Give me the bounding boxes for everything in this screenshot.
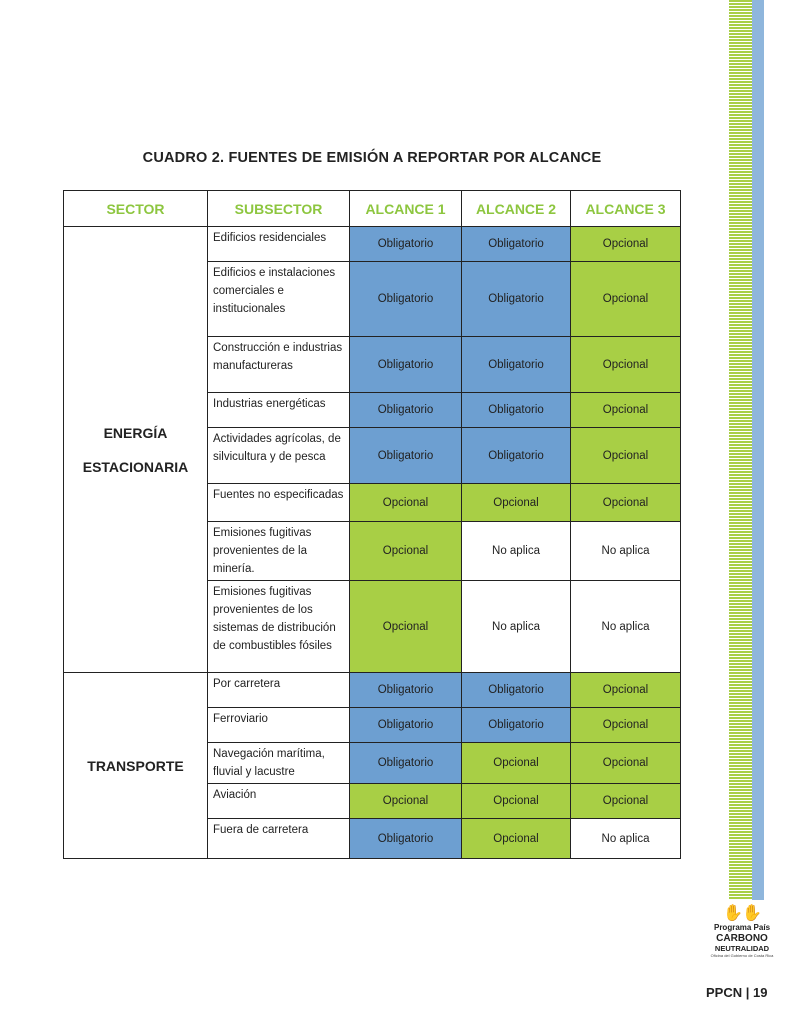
footer-label: PPCN bbox=[706, 985, 743, 1000]
table-row bbox=[64, 673, 681, 708]
header-alcance-2: ALCANCE 2 bbox=[462, 191, 571, 227]
subsector-cell: Emisiones fugitivas provenientes de los sistemas de distribución de combustibles fósiles bbox=[208, 581, 350, 673]
alcance-3-cell: Opcional bbox=[571, 743, 681, 784]
alcance-3-cell: Opcional bbox=[571, 673, 681, 708]
hands-icon: ✋✋ bbox=[723, 905, 761, 922]
alcance-2-cell: Obligatorio bbox=[462, 673, 571, 708]
page-footer bbox=[706, 985, 767, 1000]
logo-line-2: CARBONO bbox=[716, 933, 768, 944]
page-number: 19 bbox=[753, 985, 768, 1000]
alcance-2-cell: Obligatorio bbox=[462, 708, 571, 743]
logo-line-3: NEUTRALIDAD bbox=[714, 944, 770, 953]
alcance-2-cell: Opcional bbox=[462, 484, 571, 522]
alcance-1-cell: Obligatorio bbox=[350, 262, 462, 337]
alcance-1-cell: Obligatorio bbox=[350, 428, 462, 484]
alcance-1-cell: Obligatorio bbox=[350, 673, 462, 708]
alcance-2-cell: Opcional bbox=[462, 784, 571, 819]
decorative-green-stripe bbox=[729, 0, 752, 900]
alcance-2-cell: Opcional bbox=[462, 819, 571, 859]
alcance-2-cell: Obligatorio bbox=[462, 262, 571, 337]
alcance-3-cell: No aplica bbox=[571, 522, 681, 581]
alcance-2-cell: No aplica bbox=[462, 522, 571, 581]
subsector-cell: Construcción e industrias manufactureras bbox=[208, 337, 350, 393]
alcance-1-cell: Opcional bbox=[350, 484, 462, 522]
alcance-1-cell: Obligatorio bbox=[350, 393, 462, 428]
table-row bbox=[64, 227, 681, 262]
alcance-1-cell: Obligatorio bbox=[350, 819, 462, 859]
subsector-cell: Industrias energéticas bbox=[208, 393, 350, 428]
alcance-2-cell: Opcional bbox=[462, 743, 571, 784]
sector-name-line: ENERGÍA bbox=[103, 424, 168, 441]
alcance-3-cell: Opcional bbox=[571, 393, 681, 428]
subsector-cell: Emisiones fugitivas provenientes de la minería. bbox=[208, 522, 350, 581]
subsector-cell: Navegación marítima, fluvial y lacustre bbox=[208, 743, 350, 784]
logo-line-1: Programa País bbox=[713, 923, 771, 932]
alcance-3-cell: No aplica bbox=[571, 581, 681, 673]
sector-name-line: ESTACIONARIA bbox=[82, 458, 189, 475]
alcance-3-cell: Opcional bbox=[571, 262, 681, 337]
emission-sources-table bbox=[63, 190, 681, 859]
alcance-3-cell: Opcional bbox=[571, 484, 681, 522]
alcance-1-cell: Opcional bbox=[350, 522, 462, 581]
alcance-2-cell: Obligatorio bbox=[462, 393, 571, 428]
header-alcance-1: ALCANCE 1 bbox=[350, 191, 462, 227]
header-alcance-3: ALCANCE 3 bbox=[571, 191, 681, 227]
alcance-2-cell: Obligatorio bbox=[462, 227, 571, 262]
subsector-cell: Ferroviario bbox=[208, 708, 350, 743]
sector-cell bbox=[64, 227, 208, 673]
alcance-1-cell: Opcional bbox=[350, 784, 462, 819]
subsector-cell: Fuentes no especificadas bbox=[208, 484, 350, 522]
alcance-3-cell: Opcional bbox=[571, 428, 681, 484]
alcance-1-cell: Obligatorio bbox=[350, 227, 462, 262]
decorative-blue-stripe bbox=[752, 0, 764, 900]
alcance-2-cell: Obligatorio bbox=[462, 428, 571, 484]
alcance-1-cell: Obligatorio bbox=[350, 743, 462, 784]
table-header-row bbox=[64, 191, 681, 227]
alcance-3-cell: Opcional bbox=[571, 337, 681, 393]
alcance-1-cell: Obligatorio bbox=[350, 337, 462, 393]
sector-name-line: TRANSPORTE bbox=[87, 757, 184, 774]
ppcn-logo bbox=[700, 905, 784, 959]
subsector-cell: Aviación bbox=[208, 784, 350, 819]
subsector-cell: Edificios residenciales bbox=[208, 227, 350, 262]
logo-line-4: Oficina del Gobierno de Costa Rica bbox=[710, 953, 774, 958]
subsector-cell: Por carretera bbox=[208, 673, 350, 708]
alcance-1-cell: Obligatorio bbox=[350, 708, 462, 743]
alcance-2-cell: Obligatorio bbox=[462, 337, 571, 393]
alcance-3-cell: Opcional bbox=[571, 784, 681, 819]
header-sector: SECTOR bbox=[64, 191, 208, 227]
table-title: CUADRO 2. FUENTES DE EMISIÓN A REPORTAR POR ALCANCE bbox=[142, 150, 602, 166]
alcance-3-cell: No aplica bbox=[571, 819, 681, 859]
header-subsector: SUBSECTOR bbox=[208, 191, 350, 227]
alcance-1-cell: Opcional bbox=[350, 581, 462, 673]
footer-separator: | bbox=[745, 985, 750, 1000]
alcance-2-cell: No aplica bbox=[462, 581, 571, 673]
alcance-3-cell: Opcional bbox=[571, 227, 681, 262]
subsector-cell: Actividades agrícolas, de silvicultura y de pesca bbox=[208, 428, 350, 484]
sector-cell bbox=[64, 673, 208, 859]
alcance-3-cell: Opcional bbox=[571, 708, 681, 743]
subsector-cell: Edificios e instalaciones comerciales e institucionales bbox=[208, 262, 350, 337]
subsector-cell: Fuera de carretera bbox=[208, 819, 350, 859]
